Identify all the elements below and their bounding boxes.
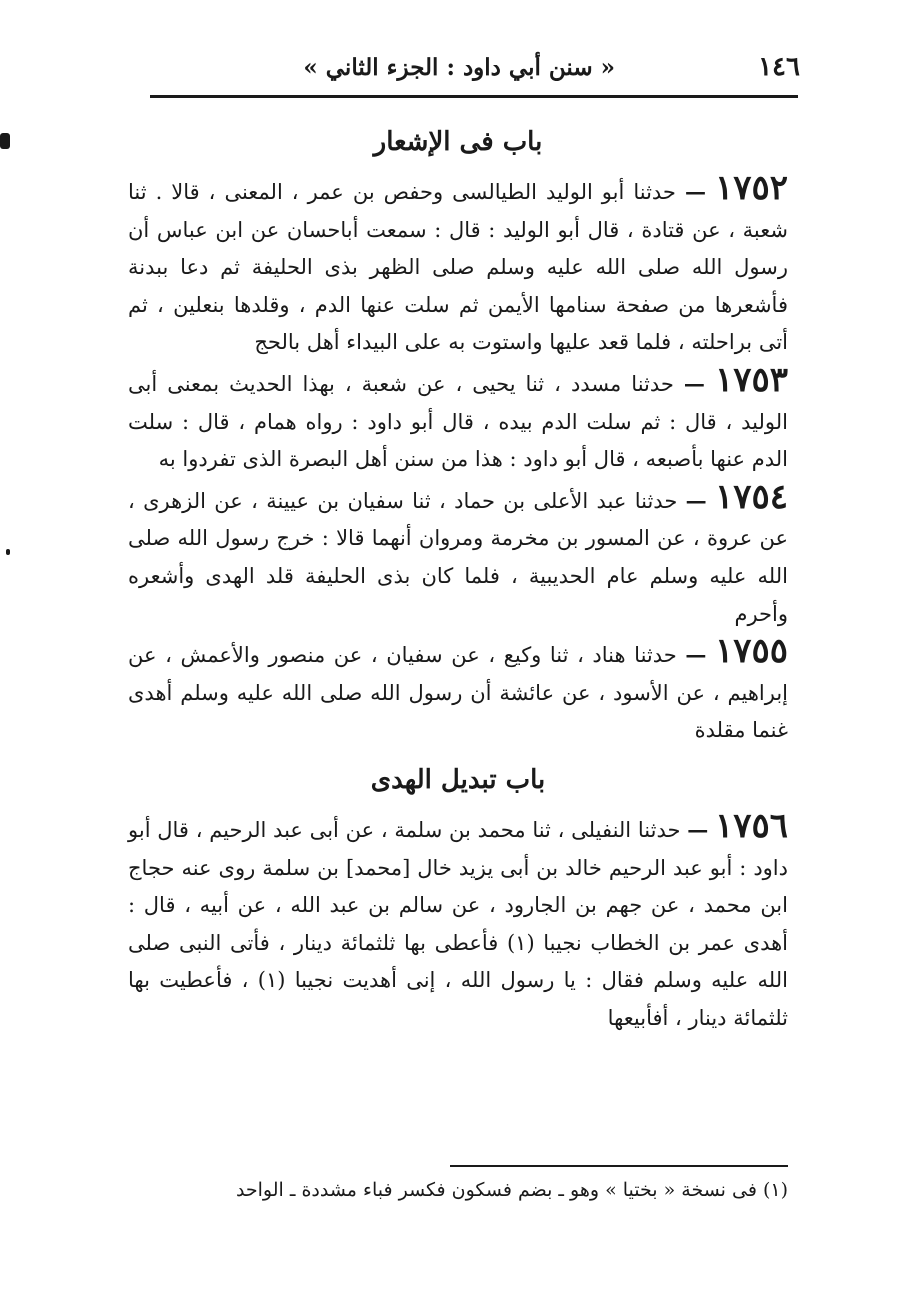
page-header <box>150 52 800 88</box>
hadith-paragraph <box>128 633 788 750</box>
dash: — <box>684 179 706 204</box>
dash: — <box>685 642 707 668</box>
hadith-text: حدثنا النفيلى ، ثنا محمد بن سلمة ، عن أبى عبد الرحيم ، قال أبو داود : أبو عبد الرحيم خالد بن أبى يزيد خال [محمد] بن سلمة روى عنه حجاج ابن محمد ، عن جهم بن الجارود ، عن سالم بن عبد الله ، عن أبيه ، قال : أهدى عمر بن الخطاب نجيبا (١) فأعطى بها ثلثمائة دينار ، فأتى النبى صلى الله عليه وسلم فقال : يا رسول الله ، إنى أهديت نجيبا (١) ، فأعطيت بها ثلثمائة دينار ، أفأبيعها <box>128 817 789 1030</box>
dash: — <box>687 816 709 842</box>
hadith-paragraph <box>128 359 788 479</box>
dash: — <box>685 487 707 513</box>
hadith-number: ١٧٥٥ <box>714 631 788 672</box>
section-title: باب فى الإشعار <box>373 127 543 157</box>
header-rule <box>150 95 798 98</box>
hadith-number: ١٧٥٤ <box>714 476 788 517</box>
margin-dot <box>6 549 10 555</box>
running-title: « سنن أبي داود : الجزء الثاني » <box>303 54 615 81</box>
page-body <box>128 112 788 1037</box>
hadith-text: حدثنا أبو الوليد الطيالسى وحفص بن عمر ، المعنى ، قالا . ثنا شعبة ، عن قتادة ، قال أبو الوليد : قال : سمعت أباحسان عن ابن عباس أن رسول الله صلى الله عليه وسلم صلى الظهر بذى الحليفة ثم دعا ببدنة فأشعرها من صفحة سنامها الأيمن ثم سلت عنها الدم ، وقلدها بنعلين ، ثم أتى براحلته ، فلما قعد عليها واستوت به على البيداء أهل بالحج <box>128 180 788 355</box>
hadith-paragraph <box>128 476 788 633</box>
hadith-text: حدثنا هناد ، ثنا وكيع ، عن سفيان ، عن منصور والأعمش ، عن إبراهيم ، عن الأسود ، عن عائشة أن رسول الله صلى الله عليه وسلم أهدى غنما مقلدة <box>128 643 788 743</box>
hadith-text: حدثنا عبد الأعلى بن حماد ، ثنا سفيان بن عيينة ، عن الزهرى ، عن عروة ، عن المسور بن مخرمة ومروان أنهما قالا : خرج رسول الله صلى الله عليه وسلم عام الحديبية ، فلما كان بذى الحليفة قلد الهدى وأشعره وأحرم <box>128 488 788 626</box>
hadith-paragraph <box>128 805 789 1038</box>
footnote-rule <box>450 1165 788 1167</box>
hadith-number: ١٧٥٦ <box>714 805 789 846</box>
hadith-number: ١٧٥٣ <box>714 359 788 400</box>
hadith-number: ١٧٥٢ <box>714 168 788 208</box>
section-title: باب تبديل الهدى <box>370 764 546 795</box>
footnote: (١) فى نسخة « بختيا » وهو ـ بضم فسكون فكسر فباء مشددة ـ الواحد <box>235 1179 788 1201</box>
hadith-text: حدثنا مسدد ، ثنا يحيى ، عن شعبة ، بهذا الحديث بمعنى أبى الوليد ، قال : ثم سلت الدم بيده ، قال أبو داود : رواه همام ، قال : سلت الدم عنها بأصبعه ، قال أبو داود : هذا من سنن أهل البصرة الذى تفردوا به <box>128 371 788 472</box>
dash: — <box>683 370 705 396</box>
hadith-paragraph <box>128 170 788 362</box>
margin-mark <box>0 133 10 149</box>
page-number: ١٤٦ <box>758 52 800 82</box>
